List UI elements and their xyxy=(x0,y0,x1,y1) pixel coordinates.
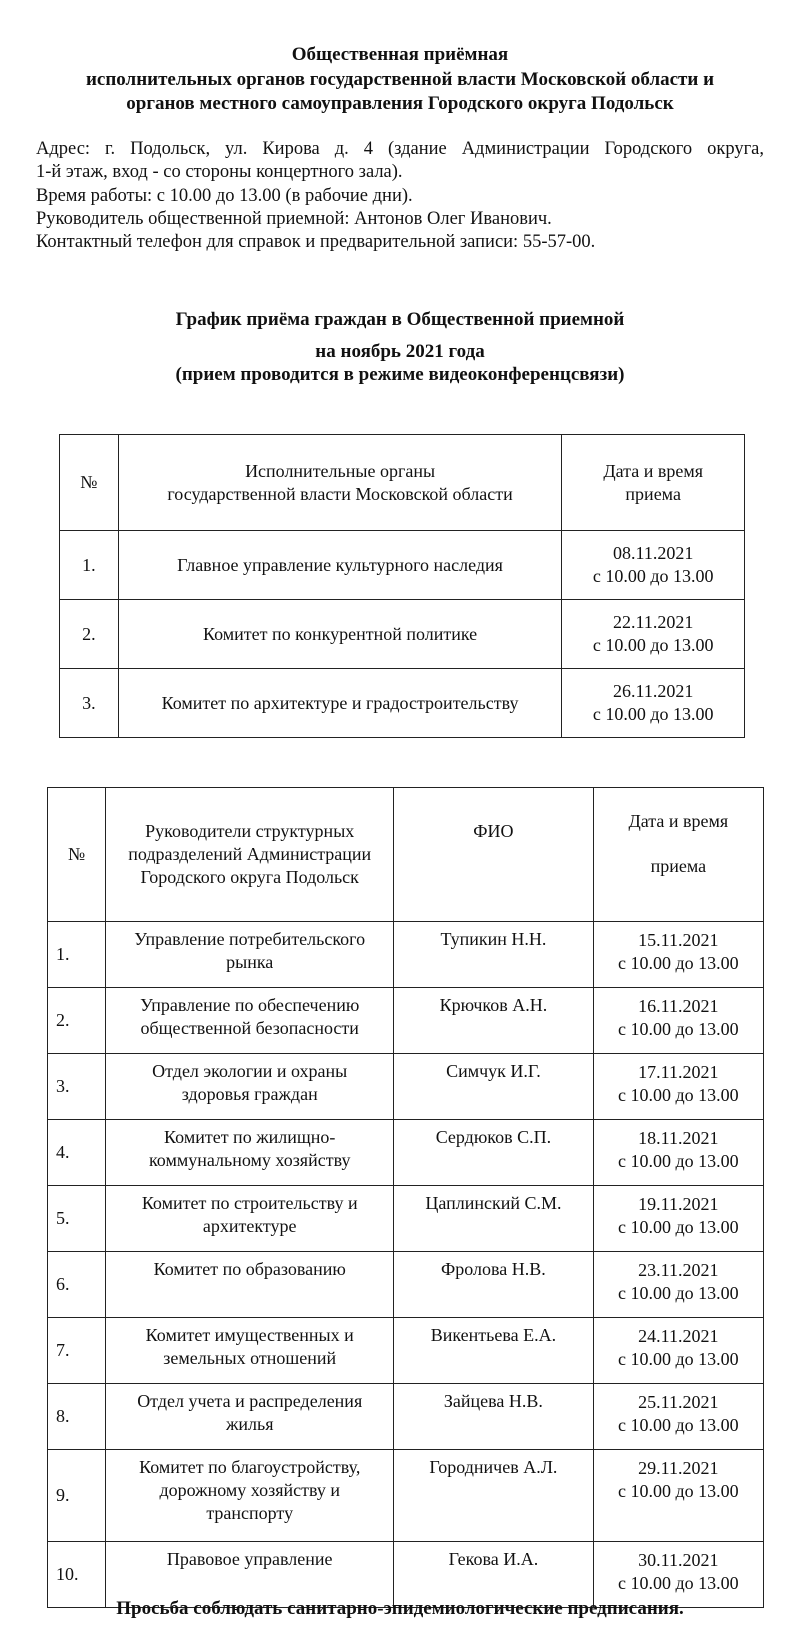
reception-date: 23.11.2021 xyxy=(638,1260,719,1280)
department-name xyxy=(106,1384,394,1450)
row-number: 8. xyxy=(48,1384,106,1450)
executive-body-name: Комитет по архитектуре и градостроительству xyxy=(118,669,562,738)
department-name-line-1: Правовое управление xyxy=(166,1549,333,1569)
head-full-name: Сердюков С.П. xyxy=(394,1120,594,1186)
department-name-line-2: земельных отношений xyxy=(163,1348,337,1368)
reception-time: с 10.00 до 13.00 xyxy=(592,566,714,586)
reception-time: с 10.00 до 13.00 xyxy=(618,1085,739,1105)
office-head: Руководитель общественной приемной: Антонов Олег Иванович. xyxy=(36,209,552,229)
reception-time: с 10.00 до 13.00 xyxy=(592,635,714,655)
reception-date-time xyxy=(593,1384,763,1450)
header-date-time xyxy=(562,435,745,531)
table-row xyxy=(48,1120,764,1186)
row-number: 1. xyxy=(48,922,106,988)
table-row xyxy=(60,669,745,738)
reception-date-time xyxy=(593,988,763,1054)
table-row xyxy=(48,922,764,988)
department-name xyxy=(106,1318,394,1384)
reception-date-time xyxy=(562,531,745,600)
department-name xyxy=(106,1186,394,1252)
table-row xyxy=(48,1318,764,1384)
reception-time: с 10.00 до 13.00 xyxy=(618,1481,739,1501)
schedule-title-line-3: (прием проводится в режиме видеоконференцсвязи) xyxy=(175,364,625,385)
department-name xyxy=(106,922,394,988)
department-name-line-2: коммунальному хозяйству xyxy=(148,1150,351,1170)
reception-time: с 10.00 до 13.00 xyxy=(618,1019,739,1039)
header-date-time-line-2: приема xyxy=(650,856,707,876)
reception-date: 26.11.2021 xyxy=(613,681,694,701)
reception-date: 08.11.2021 xyxy=(613,543,694,563)
department-name-line-1: Отдел экологии и охраны xyxy=(152,1061,348,1081)
row-number: 4. xyxy=(48,1120,106,1186)
reception-time: с 10.00 до 13.00 xyxy=(618,1573,739,1593)
head-full-name: Зайцева Н.В. xyxy=(394,1384,594,1450)
header-department-heads-line-2: подразделений Администрации xyxy=(128,844,372,864)
reception-date: 22.11.2021 xyxy=(613,612,694,632)
department-name-line-1: Управление потребительского xyxy=(134,929,366,949)
head-full-name: Тупикин Н.Н. xyxy=(394,922,594,988)
table-row xyxy=(48,1054,764,1120)
reception-time: с 10.00 до 13.00 xyxy=(618,1349,739,1369)
header-executive-body xyxy=(118,435,562,531)
reception-time: с 10.00 до 13.00 xyxy=(618,1283,739,1303)
header-title-line-2: исполнительных органов государственной власти Московской области и xyxy=(85,69,715,90)
schedule-title-line-2: на ноябрь 2021 года xyxy=(315,341,485,362)
executive-body-name: Главное управление культурного наследия xyxy=(118,531,562,600)
reception-date: 29.11.2021 xyxy=(638,1458,719,1478)
department-name-line-1: Комитет по благоустройству, xyxy=(139,1457,361,1477)
reception-date: 16.11.2021 xyxy=(638,996,719,1016)
row-number: 9. xyxy=(48,1450,106,1542)
header-date-time-line-1: Дата и время xyxy=(628,811,729,831)
table-row xyxy=(48,1450,764,1542)
reception-date-time xyxy=(593,1186,763,1252)
table-header-row xyxy=(48,788,764,922)
department-name-line-1: Комитет по строительству и xyxy=(141,1193,358,1213)
header-department-heads-line-3: Городского округа Подольск xyxy=(140,867,359,887)
department-name xyxy=(106,988,394,1054)
department-name-line-1: Комитет имущественных и xyxy=(145,1325,354,1345)
department-name-line-2: общественной безопасности xyxy=(140,1018,359,1038)
header-date-time xyxy=(593,788,763,922)
table-row xyxy=(48,1252,764,1318)
header-executive-body-line-2: государственной власти Московской области xyxy=(167,483,513,504)
head-full-name: Городничев А.Л. xyxy=(394,1450,594,1542)
header-date-time-line-2: приема xyxy=(625,483,681,504)
reception-date: 19.11.2021 xyxy=(638,1194,719,1214)
schedule-title-line-1: График приёма граждан в Общественной приемной xyxy=(175,309,625,330)
header-number: № xyxy=(60,435,119,531)
department-name-line-1: Управление по обеспечению xyxy=(140,995,360,1015)
reception-time: с 10.00 до 13.00 xyxy=(618,1151,739,1171)
department-name-line-2: здоровья граждан xyxy=(181,1084,318,1104)
department-name xyxy=(106,1252,394,1318)
head-full-name: Симчук И.Г. xyxy=(394,1054,594,1120)
department-name-line-2: жилья xyxy=(225,1414,274,1434)
address-line-2: 1-й этаж, вход - со стороны концертного зала). xyxy=(36,162,403,182)
reception-date: 30.11.2021 xyxy=(638,1550,719,1570)
reception-time: с 10.00 до 13.00 xyxy=(618,1217,739,1237)
table-row xyxy=(60,531,745,600)
reception-date: 17.11.2021 xyxy=(638,1062,719,1082)
reception-date: 24.11.2021 xyxy=(638,1326,719,1346)
row-number: 10. xyxy=(48,1542,106,1608)
header-date-time-line-1: Дата и время xyxy=(603,460,704,481)
working-hours: Время работы: с 10.00 до 13.00 (в рабочие дни). xyxy=(36,186,413,206)
head-full-name: Гекова И.А. xyxy=(394,1542,594,1608)
administration-departments-table xyxy=(47,787,764,1608)
reception-time: с 10.00 до 13.00 xyxy=(618,1415,739,1435)
department-name-line-1: Отдел учета и распределения xyxy=(137,1391,363,1411)
department-name-line-2: рынка xyxy=(226,952,274,972)
row-number: 2. xyxy=(48,988,106,1054)
head-full-name: Крючков А.Н. xyxy=(394,988,594,1054)
reception-date-time xyxy=(593,1450,763,1542)
header-executive-body-line-1: Исполнительные органы xyxy=(245,460,436,481)
reception-date-time xyxy=(593,1318,763,1384)
reception-date: 15.11.2021 xyxy=(638,930,719,950)
head-full-name: Фролова Н.В. xyxy=(394,1252,594,1318)
head-full-name: Викентьева Е.А. xyxy=(394,1318,594,1384)
head-full-name: Цаплинский С.М. xyxy=(394,1186,594,1252)
table-row xyxy=(48,988,764,1054)
reception-date-time xyxy=(593,1252,763,1318)
reception-time: с 10.00 до 13.00 xyxy=(592,704,714,724)
row-number: 6. xyxy=(48,1252,106,1318)
reception-date-time xyxy=(593,1054,763,1120)
department-name-line-3: транспорту xyxy=(206,1503,294,1523)
reception-date-time xyxy=(562,600,745,669)
address-line-1: Адрес: г. Подольск, ул. Кирова д. 4 (здание Администрации Городского округа, xyxy=(36,139,764,159)
header-department-heads-line-1: Руководители структурных xyxy=(145,821,355,841)
executive-body-name: Комитет по конкурентной политике xyxy=(118,600,562,669)
row-number: 3. xyxy=(48,1054,106,1120)
reception-date: 25.11.2021 xyxy=(638,1392,719,1412)
reception-date-time xyxy=(562,669,745,738)
sanitary-notice: Просьба соблюдать санитарно-эпидемиологические предписания. xyxy=(116,1598,684,1619)
reception-date: 18.11.2021 xyxy=(638,1128,719,1148)
department-name-line-2: дорожному хозяйству и xyxy=(159,1480,340,1500)
reception-time: с 10.00 до 13.00 xyxy=(618,953,739,973)
table-row xyxy=(48,1384,764,1450)
header-full-name: ФИО xyxy=(394,788,594,922)
table-row xyxy=(48,1186,764,1252)
header-number: № xyxy=(48,788,106,922)
reception-date-time xyxy=(593,922,763,988)
row-number: 3. xyxy=(60,669,119,738)
header-title-line-1: Общественная приёмная xyxy=(291,44,509,65)
table-header-row xyxy=(60,435,745,531)
department-name xyxy=(106,1450,394,1542)
row-number: 5. xyxy=(48,1186,106,1252)
department-name xyxy=(106,1120,394,1186)
table-row xyxy=(60,600,745,669)
executive-bodies-table xyxy=(59,434,745,738)
row-number: 2. xyxy=(60,600,119,669)
header-department-heads xyxy=(106,788,394,922)
department-name xyxy=(106,1054,394,1120)
contact-phone: Контактный телефон для справок и предварительной записи: 55-57-00. xyxy=(36,232,596,252)
header-title-line-3: органов местного самоуправления Городского округа Подольск xyxy=(126,93,674,114)
row-number: 1. xyxy=(60,531,119,600)
department-name-line-2: архитектуре xyxy=(202,1216,297,1236)
department-name-line-1: Комитет по образованию xyxy=(153,1259,346,1279)
row-number: 7. xyxy=(48,1318,106,1384)
department-name-line-1: Комитет по жилищно- xyxy=(164,1127,336,1147)
reception-date-time xyxy=(593,1120,763,1186)
